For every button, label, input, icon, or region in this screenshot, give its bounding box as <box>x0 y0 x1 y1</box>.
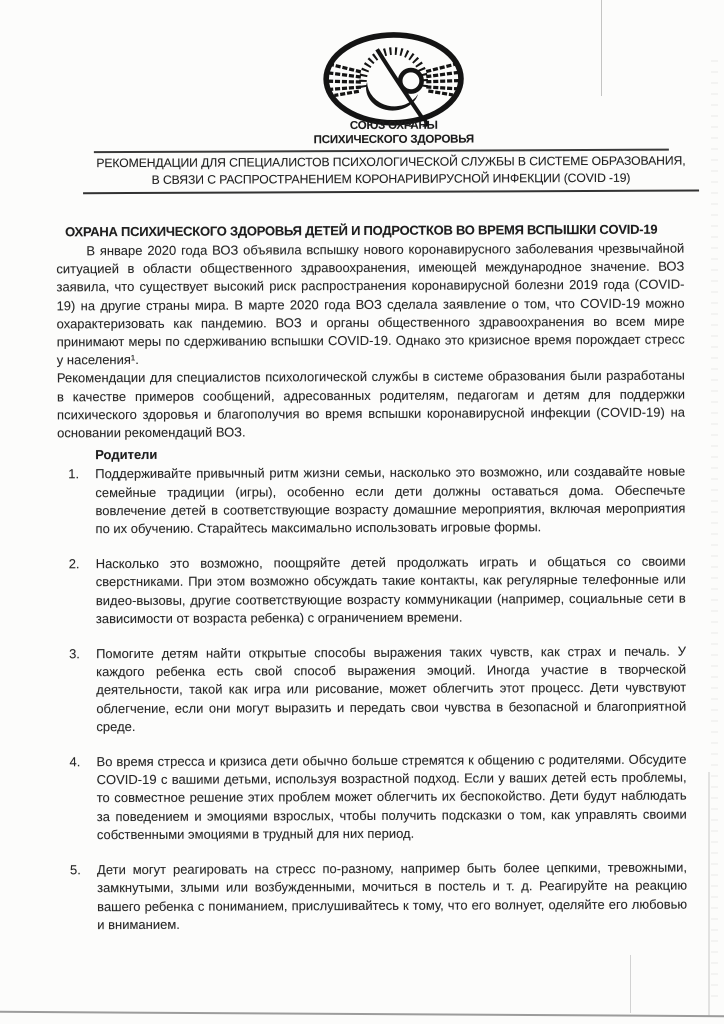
list-item-number: 5. <box>69 862 81 878</box>
banner-bottom-rule <box>83 189 699 194</box>
list-item-number: 1. <box>68 466 80 482</box>
list-item <box>59 859 687 935</box>
intro-paragraph-2: Рекомендации для специалистов психологической службы в системе образования были разработаны в качестве примеров сообщений, адресованных родителям, педагогам и детям для поддержки психического здоровья и благополучия во время вспышки коронавирусной инфекции (COVID-19) на основании рекомендаций ВОЗ. <box>56 368 686 441</box>
list-item-text: Помогите детям найти открытые способы выражения таких чувств, как страх и печаль. У каждого ребенка есть свой способ выражения эмоций. Иногда участие в творческой деятельности, такой как игра или рисование, может облегчить этот процесс. Дети чувствуют облегчение, если они могут выразить и передать свои чувства в безопасной и благоприятной среде. <box>96 643 687 735</box>
list-item-number: 2. <box>68 556 80 572</box>
list-item-text: Поддерживайте привычный ритм жизни семьи, насколько это возможно, или создавайте новые семейные традиции (игры), особенно если дети должны оставаться дома. Обеспечьте вовлечение детей в соответствующие возрасту домашние мероприятия, включая мероприятия по их обучению. Старайтесь максимально использовать игровые формы. <box>95 464 686 537</box>
document-body <box>56 240 687 935</box>
list-item-text: Во время стресса и кризиса дети обычно больше стремятся к общению с родителями. Обсудите COVID-19 с вашими детьми, используя возрастной подход. Если у ваших детей есть проблемы, то совместное решение этих проблем может облегчить их беспокойство. Дети будут наблюдать за поведением и эмоциями взрослых, чтобы получить подсказки о том, как управлять своими собственными эмоциями в трудный для них период. <box>96 751 687 843</box>
document-title: ОХРАНА ПСИХИЧЕСКОГО ЗДОРОВЬЯ ДЕТЕЙ И ПОДРОСТКОВ ВО ВРЕМЯ ВСПЫШКИ COVID-19 <box>65 221 658 240</box>
banner-line1: РЕКОМЕНДАЦИИ ДЛЯ СПЕЦИАЛИСТОВ ПСИХОЛОГИЧЕСКОЙ СЛУЖБЫ В СИСТЕМЕ ОБРАЗОВАНИЯ, <box>96 153 686 171</box>
list-item-number: 3. <box>69 646 80 662</box>
logo-block <box>320 31 466 128</box>
list-item <box>58 553 686 629</box>
mental-health-union-logo-icon <box>320 31 466 128</box>
logo-caption-line2: ПСИХИЧЕСКОГО ЗДОРОВЬЯ <box>313 133 475 146</box>
logo-caption-line1: СОЮЗ ОХРАНЫ <box>349 119 438 133</box>
list-item-text: Насколько это возможно, поощряйте детей продолжать играть и общаться со своими сверстниками. При этом возможно обсуждать такие контакты, как регулярные телефонные или видео-вызовы, другие соответствующие возрасту коммуникации (например, социальные сети в зависимости от возраста ребенка) с ограничением времени. <box>95 553 686 627</box>
banner-text <box>83 149 699 189</box>
section-heading-parents: Родители <box>95 447 158 463</box>
header-banner <box>83 149 699 195</box>
list-item-number: 4. <box>69 754 81 770</box>
banner-line2: В СВЯЗИ С РАСПРОСТРАНЕНИЕМ КОРОНАРИВИРУСНОЙ ИНФЕКЦИИ (COVID -19) <box>151 170 631 187</box>
intro-paragraph-1: В январе 2020 года ВОЗ объявила вспышку нового коронавирусного заболевания чрезвычайной ситуацией в области общественного здравоохранения, имеющей международное значение. ВОЗ заявила, что существует высокий риск распространения коронавирусной болезни 2019 года (COVID-19) на другие страны мира. В марте 2020 года ВОЗ сделала заявление о том, что COVID-19 можно охарактеризовать как пандемию. ВОЗ и органы общественного здравоохранения во всем мире принимают меры по сдерживанию вспышки COVID-19. Однако это кризисное время порождает стресс у населения¹. <box>56 240 685 368</box>
list-item <box>58 643 686 737</box>
logo-caption <box>289 119 499 147</box>
list-item <box>58 751 686 845</box>
list-item-text: Дети могут реагировать на стресс по-разному, например быть более цепкими, тревожными, замкнутыми, злыми или возбужденными, мочиться в постель и т. д. Реагируйте на реакцию вашего ребенка с пониманием, прислушивайтесь к тому, что его волнует, оделяйте его любовью и вниманием. <box>96 859 688 932</box>
list-item <box>57 463 685 539</box>
